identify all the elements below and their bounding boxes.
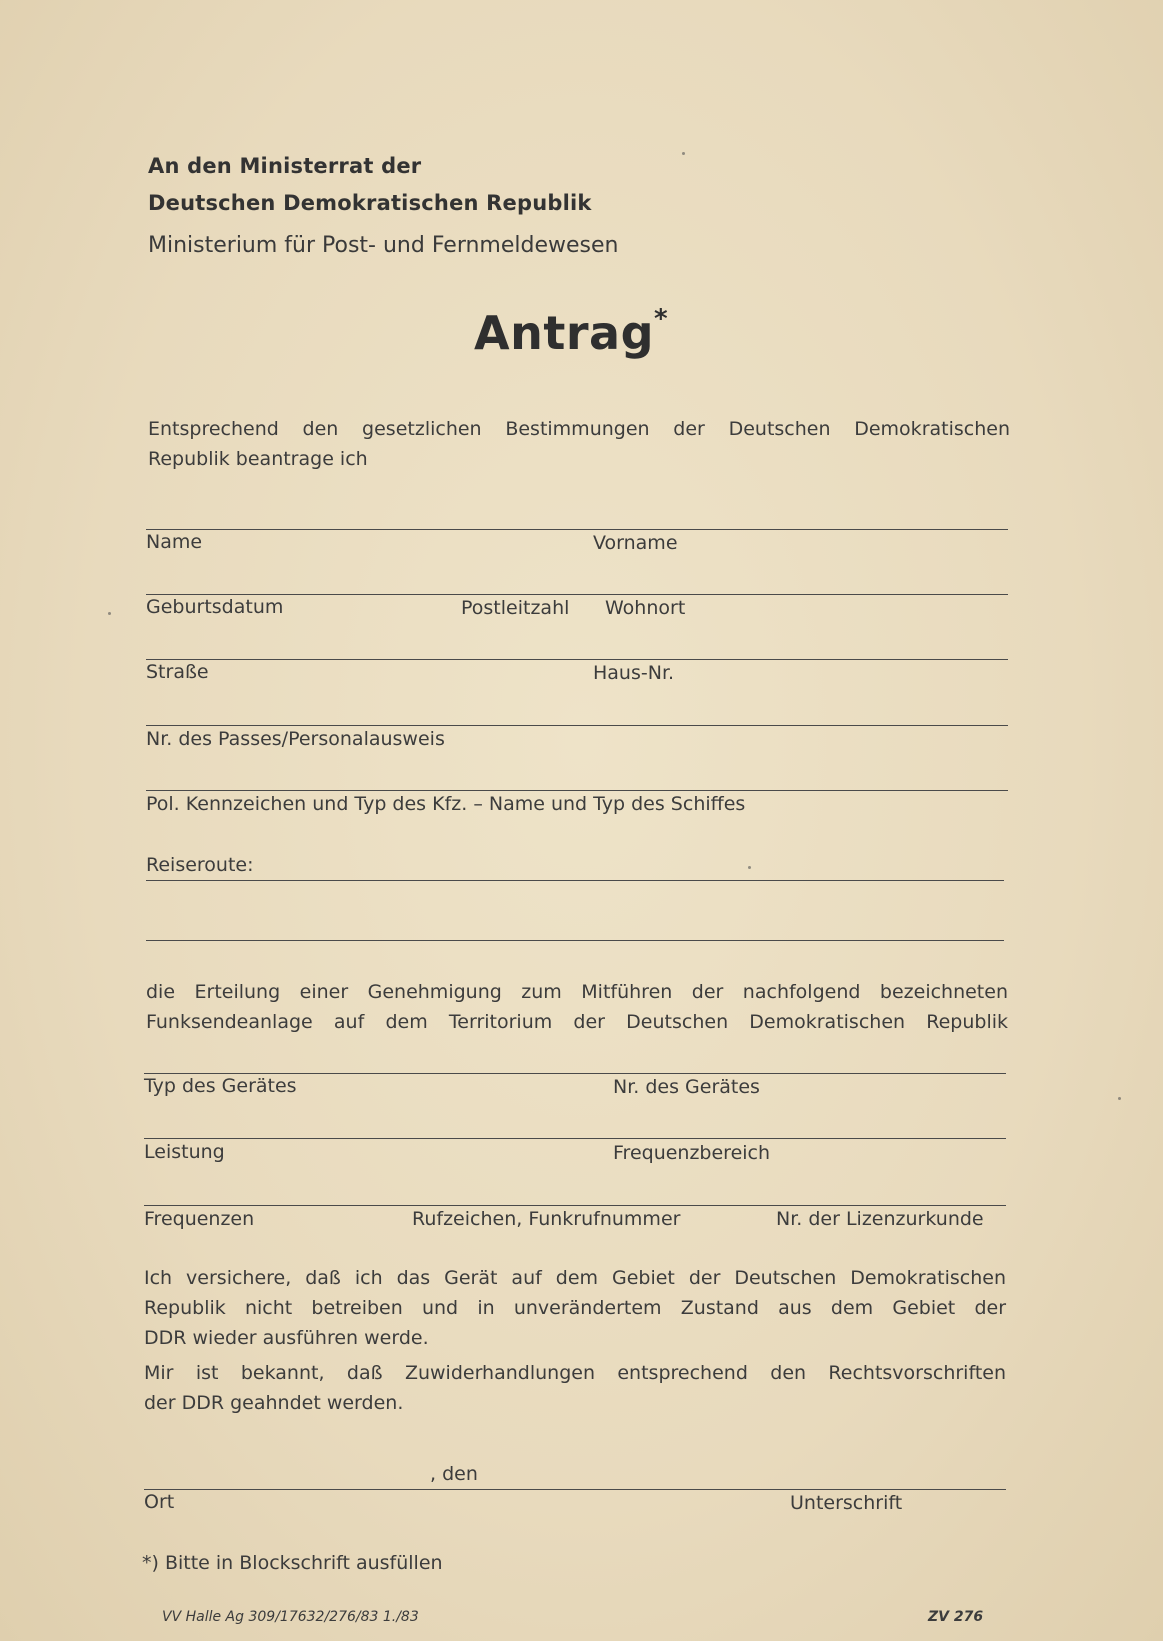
intro-paragraph <box>148 414 1010 474</box>
reiseroute-line-2[interactable] <box>146 940 1004 941</box>
name-line[interactable] <box>146 529 1008 530</box>
unterschrift-label: Unterschrift <box>790 1492 903 1514</box>
strasse-label: Straße <box>146 661 209 683</box>
recipient-line-3: Ministerium für Post- und Fernmeldewesen <box>148 233 619 258</box>
pass-line[interactable] <box>146 725 1008 726</box>
wohnort-label: Wohnort <box>605 597 686 619</box>
frequenzen-label: Frequenzen <box>144 1208 255 1230</box>
kfz-label: Pol. Kennzeichen und Typ des Kfz. – Name und Typ des Schiffes <box>146 793 746 815</box>
name-label: Name <box>146 531 203 553</box>
declaration-paragraph-2 <box>144 1358 1006 1418</box>
paper-speck <box>682 152 685 155</box>
leistung-label: Leistung <box>144 1141 225 1163</box>
declaration-line-1: Ich versichere, daß ich das Gerät auf dem Gebiet der Deutschen Demokratischen <box>144 1267 1006 1289</box>
footnote: *) Bitte in Blockschrift ausfüllen <box>142 1552 443 1574</box>
strasse-line[interactable] <box>146 659 1008 660</box>
geraet-typ-line[interactable] <box>144 1073 1006 1074</box>
geburtsdatum-line[interactable] <box>146 594 1008 595</box>
paper-speck <box>108 612 111 615</box>
recipient-line-1: An den Ministerrat der <box>148 154 422 178</box>
hausnr-label: Haus-Nr. <box>593 662 675 684</box>
middle-paragraph <box>146 977 1008 1037</box>
lizenz-label: Nr. der Lizenzurkunde <box>776 1208 984 1230</box>
reiseroute-line-1[interactable] <box>146 880 1004 881</box>
declaration-line-5: der DDR geahndet werden. <box>144 1392 404 1414</box>
leistung-line[interactable] <box>144 1138 1006 1139</box>
paper-speck <box>1118 1097 1121 1100</box>
middle-line-1: die Erteilung einer Genehmigung zum Mitführen der nachfolgend bezeichneten <box>146 981 1008 1003</box>
form-title <box>474 303 669 360</box>
signature-line[interactable] <box>144 1489 1006 1490</box>
ort-label: Ort <box>144 1491 175 1513</box>
frequenzen-line[interactable] <box>144 1205 1006 1206</box>
pass-label: Nr. des Passes/Personalausweis <box>146 728 445 750</box>
imprint-left: VV Halle Ag 309/17632/276/83 1./83 <box>162 1609 419 1625</box>
geburtsdatum-label: Geburtsdatum <box>146 596 284 618</box>
recipient-line-2: Deutschen Demokratischen Republik <box>148 191 592 215</box>
declaration-line-3: DDR wieder ausführen werde. <box>144 1327 429 1349</box>
geraet-typ-label: Typ des Gerätes <box>144 1075 297 1097</box>
vorname-label: Vorname <box>593 532 678 554</box>
form-title-text: Antrag <box>474 306 654 360</box>
reiseroute-label: Reiseroute: <box>146 854 254 876</box>
imprint-right: ZV 276 <box>928 1609 984 1625</box>
middle-line-2: Funksendeanlage auf dem Territorium der Deutschen Demokratischen Republik <box>146 1011 1008 1033</box>
den-label: , den <box>430 1463 478 1485</box>
declaration-paragraph-1 <box>144 1263 1006 1353</box>
kfz-line[interactable] <box>146 790 1008 791</box>
declaration-line-4: Mir ist bekannt, daß Zuwiderhandlungen entsprechend den Rechtsvorschriften <box>144 1362 1006 1384</box>
form-title-footnote-mark: * <box>654 303 669 334</box>
rufzeichen-label: Rufzeichen, Funkrufnummer <box>412 1208 681 1230</box>
postleitzahl-label: Postleitzahl <box>461 597 570 619</box>
geraet-nr-label: Nr. des Gerätes <box>613 1076 760 1098</box>
intro-line-2: Republik beantrage ich <box>148 448 368 470</box>
declaration-line-2: Republik nicht betreiben und in unverändertem Zustand aus dem Gebiet der <box>144 1297 1006 1319</box>
paper-speck <box>748 866 751 869</box>
intro-line-1: Entsprechend den gesetzlichen Bestimmungen der Deutschen Demokratischen <box>148 418 1010 440</box>
frequenzbereich-label: Frequenzbereich <box>613 1142 771 1164</box>
